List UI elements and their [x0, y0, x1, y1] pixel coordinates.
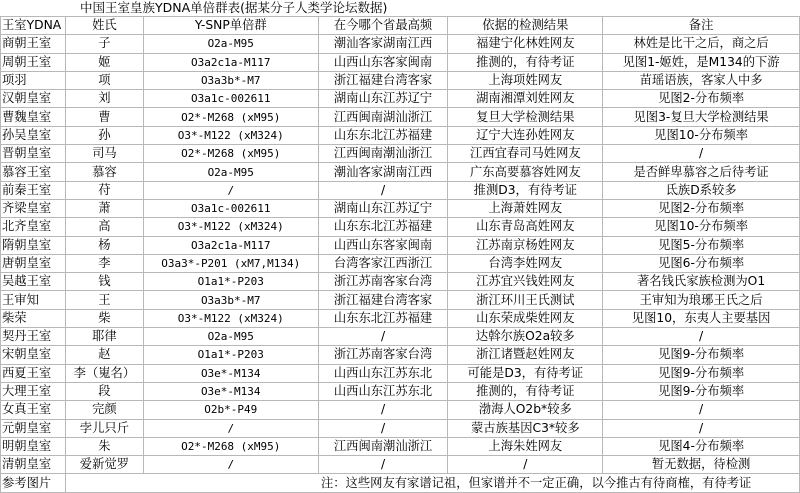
- remark-cell[interactable]: 见图10-分布频率: [603, 218, 800, 236]
- remark-cell[interactable]: 见图4-分布频率: [603, 437, 800, 455]
- table-row: [1, 236, 800, 254]
- remark-cell[interactable]: 见图9-分布频率: [603, 382, 800, 400]
- footnote-cell: 注：这些网友有家谱记祖，但家谱并不一定正确，以今推古有待商榷，有待考证: [65, 474, 799, 492]
- province-cell[interactable]: 浙江苏南客家台湾: [318, 346, 448, 364]
- evidence-cell[interactable]: 推测的，有待考证: [448, 382, 603, 400]
- province-cell[interactable]: /: [318, 181, 448, 199]
- ydna-table: [0, 16, 800, 493]
- province-cell[interactable]: 湖南山东江苏辽宁: [318, 90, 448, 108]
- evidence-cell[interactable]: 辽宁大连孙姓网友: [448, 126, 603, 144]
- remark-cell[interactable]: 是否鲜卑慕容之后待考证: [603, 163, 800, 181]
- surname-cell[interactable]: 曹: [65, 108, 143, 126]
- surname-cell[interactable]: 李: [65, 254, 143, 272]
- province-cell[interactable]: 江西闽南潮汕浙江: [318, 145, 448, 163]
- dynasty-cell[interactable]: 前秦王室: [1, 181, 66, 199]
- haplogroup-cell[interactable]: /: [143, 419, 318, 437]
- dynasty-cell[interactable]: 商朝王室: [1, 35, 66, 53]
- table-row: [1, 364, 800, 382]
- table-row: [1, 254, 800, 272]
- haplogroup-cell[interactable]: O1a1*-P203: [143, 346, 318, 364]
- remark-cell[interactable]: 见图9-分布频率: [603, 364, 800, 382]
- remark-cell[interactable]: 见图2-分布频率: [603, 90, 800, 108]
- remark-cell[interactable]: /: [603, 328, 800, 346]
- evidence-cell[interactable]: 湖南湘潭刘姓网友: [448, 90, 603, 108]
- surname-cell[interactable]: 刘: [65, 90, 143, 108]
- column-header[interactable]: Y-SNP单倍群: [143, 17, 318, 35]
- table-row: [1, 199, 800, 217]
- remark-cell[interactable]: 见图1-姬姓，是M134的下游: [603, 53, 800, 71]
- haplogroup-cell[interactable]: O2*-M268 (xM95): [143, 145, 318, 163]
- table-row: [1, 382, 800, 400]
- haplogroup-cell[interactable]: O2*-M268 (xM95): [143, 108, 318, 126]
- province-cell[interactable]: /: [318, 419, 448, 437]
- haplogroup-cell[interactable]: O3a3b*-M7: [143, 291, 318, 309]
- table-row: [1, 163, 800, 181]
- column-header[interactable]: 备注: [603, 17, 800, 35]
- surname-cell[interactable]: 姬: [65, 53, 143, 71]
- dynasty-cell[interactable]: 项羽: [1, 71, 66, 89]
- remark-cell[interactable]: 苗瑶语族，客家人中多: [603, 71, 800, 89]
- haplogroup-cell[interactable]: O2a-M95: [143, 35, 318, 53]
- evidence-cell[interactable]: 江苏宜兴钱姓网友: [448, 273, 603, 291]
- evidence-cell[interactable]: 广东高要慕容姓网友: [448, 163, 603, 181]
- remark-cell[interactable]: /: [603, 145, 800, 163]
- table-row: [1, 401, 800, 419]
- haplogroup-cell[interactable]: O3e*-M134: [143, 364, 318, 382]
- province-cell[interactable]: 潮汕客家湖南江西: [318, 35, 448, 53]
- evidence-cell[interactable]: 福建宁化林姓网友: [448, 35, 603, 53]
- haplogroup-cell[interactable]: O3a3b*-M7: [143, 71, 318, 89]
- header-row: [1, 17, 800, 35]
- table-row: [1, 181, 800, 199]
- province-cell[interactable]: 湖南山东江苏辽宁: [318, 199, 448, 217]
- dynasty-cell[interactable]: 吴越王室: [1, 273, 66, 291]
- surname-cell[interactable]: 苻: [65, 181, 143, 199]
- haplogroup-cell[interactable]: O3a2c1a-M117: [143, 236, 318, 254]
- remark-cell[interactable]: 见图5-分布频率: [603, 236, 800, 254]
- table-row: [1, 218, 800, 236]
- table-row: [1, 273, 800, 291]
- table-row: [1, 291, 800, 309]
- remark-cell[interactable]: 王审知为琅琊王氏之后: [603, 291, 800, 309]
- surname-cell[interactable]: 司马: [65, 145, 143, 163]
- haplogroup-cell[interactable]: O2a-M95: [143, 328, 318, 346]
- surname-cell[interactable]: 慕容: [65, 163, 143, 181]
- evidence-cell[interactable]: 山东青岛高姓网友: [448, 218, 603, 236]
- haplogroup-cell[interactable]: O3*-M122 (xM324): [143, 218, 318, 236]
- column-header[interactable]: 王室YDNA: [1, 17, 66, 35]
- evidence-cell[interactable]: 浙江环川王氏测试: [448, 291, 603, 309]
- table-row: [1, 456, 800, 474]
- table-row: [1, 108, 800, 126]
- haplogroup-cell[interactable]: O2b*-P49: [143, 401, 318, 419]
- dynasty-cell[interactable]: 曹魏皇室: [1, 108, 66, 126]
- dynasty-cell[interactable]: 齐梁皇室: [1, 199, 66, 217]
- province-cell[interactable]: 江西闽南潮汕浙江: [318, 437, 448, 455]
- province-cell[interactable]: 江西闽南湖汕浙江: [318, 108, 448, 126]
- evidence-cell[interactable]: 蒙古族基因C3*较多: [448, 419, 603, 437]
- remark-cell[interactable]: /: [603, 419, 800, 437]
- evidence-cell[interactable]: 渤海人O2b*较多: [448, 401, 603, 419]
- evidence-cell[interactable]: 达斡尔族O2a较多: [448, 328, 603, 346]
- remark-cell[interactable]: 著名钱氏家族检测为O1: [603, 273, 800, 291]
- province-cell[interactable]: 浙江福建台湾客家: [318, 71, 448, 89]
- surname-cell[interactable]: 耶律: [65, 328, 143, 346]
- dynasty-cell[interactable]: 元朝皇室: [1, 419, 66, 437]
- remark-cell[interactable]: 见图6-分布频率: [603, 254, 800, 272]
- column-header[interactable]: 依据的检测结果: [448, 17, 603, 35]
- reference-images-cell[interactable]: 参考图片: [1, 474, 66, 492]
- province-cell[interactable]: /: [318, 328, 448, 346]
- table-row: [1, 90, 800, 108]
- surname-cell[interactable]: 钱: [65, 273, 143, 291]
- surname-cell[interactable]: 柴: [65, 309, 143, 327]
- evidence-cell[interactable]: 推测的，有待考证: [448, 53, 603, 71]
- table-row: [1, 328, 800, 346]
- evidence-cell[interactable]: 山东荣成柴姓网友: [448, 309, 603, 327]
- dynasty-cell[interactable]: 柴荣: [1, 309, 66, 327]
- province-cell[interactable]: 山东东北江苏福建: [318, 126, 448, 144]
- table-row: [1, 419, 800, 437]
- haplogroup-cell[interactable]: O1a1*-P203: [143, 273, 318, 291]
- dynasty-cell[interactable]: 周朝王室: [1, 53, 66, 71]
- remark-cell[interactable]: 林姓是比干之后，商之后: [603, 35, 800, 53]
- haplogroup-cell[interactable]: O3a1c-002611: [143, 199, 318, 217]
- table-row: [1, 437, 800, 455]
- haplogroup-cell[interactable]: O3*-M122 (xM324): [143, 126, 318, 144]
- evidence-cell[interactable]: 上海项姓网友: [448, 71, 603, 89]
- dynasty-cell[interactable]: 王审知: [1, 291, 66, 309]
- remark-cell[interactable]: 见图2-分布频率: [603, 199, 800, 217]
- dynasty-cell[interactable]: 明朝皇室: [1, 437, 66, 455]
- haplogroup-cell[interactable]: /: [143, 181, 318, 199]
- table-row: [1, 53, 800, 71]
- evidence-cell[interactable]: 复旦大学检测结果: [448, 108, 603, 126]
- surname-cell[interactable]: 高: [65, 218, 143, 236]
- table-row: [1, 71, 800, 89]
- dynasty-cell[interactable]: 慕容王室: [1, 163, 66, 181]
- surname-cell[interactable]: 朱: [65, 437, 143, 455]
- surname-cell[interactable]: 子: [65, 35, 143, 53]
- haplogroup-cell[interactable]: O2*-M268 (xM95): [143, 437, 318, 455]
- dynasty-cell[interactable]: 大理王室: [1, 382, 66, 400]
- column-header[interactable]: 在今哪个省最高频: [318, 17, 448, 35]
- table-row: [1, 35, 800, 53]
- surname-cell[interactable]: 项: [65, 71, 143, 89]
- column-header[interactable]: 姓氏: [65, 17, 143, 35]
- dynasty-cell[interactable]: 清朝皇室: [1, 456, 66, 474]
- remark-cell[interactable]: 氐族D系较多: [603, 181, 800, 199]
- surname-cell[interactable]: 杨: [65, 236, 143, 254]
- dynasty-cell[interactable]: 北齐皇室: [1, 218, 66, 236]
- evidence-cell[interactable]: 江西宜春司马姓网友: [448, 145, 603, 163]
- dynasty-cell[interactable]: 契丹王室: [1, 328, 66, 346]
- evidence-cell[interactable]: 推测D3，有待考证: [448, 181, 603, 199]
- table-row: [1, 126, 800, 144]
- dynasty-cell[interactable]: 汉朝皇室: [1, 90, 66, 108]
- haplogroup-cell[interactable]: O3e*-M134: [143, 382, 318, 400]
- surname-cell[interactable]: 段: [65, 382, 143, 400]
- table-row: [1, 309, 800, 327]
- dynasty-cell[interactable]: 唐朝皇室: [1, 254, 66, 272]
- remark-cell[interactable]: 见图10-分布频率: [603, 126, 800, 144]
- evidence-cell[interactable]: 台湾李姓网友: [448, 254, 603, 272]
- dynasty-cell[interactable]: 孙吴皇室: [1, 126, 66, 144]
- remark-cell[interactable]: 见图3-复旦大学检测结果: [603, 108, 800, 126]
- table-row: [1, 145, 800, 163]
- surname-cell[interactable]: 赵: [65, 346, 143, 364]
- evidence-cell[interactable]: 江苏南京杨姓网友: [448, 236, 603, 254]
- haplogroup-cell[interactable]: O3a3*-P201 (xM7,M134): [143, 254, 318, 272]
- province-cell[interactable]: 浙江苏南客家台湾: [318, 273, 448, 291]
- evidence-cell[interactable]: /: [448, 456, 603, 474]
- remark-cell[interactable]: 见图9-分布频率: [603, 346, 800, 364]
- province-cell[interactable]: 山东东北江苏福建: [318, 309, 448, 327]
- remark-cell[interactable]: /: [603, 401, 800, 419]
- evidence-cell[interactable]: 浙江诸暨赵姓网友: [448, 346, 603, 364]
- evidence-cell[interactable]: 上海朱姓网友: [448, 437, 603, 455]
- evidence-cell[interactable]: 可能是D3，有待考证: [448, 364, 603, 382]
- haplogroup-cell[interactable]: O2a-M95: [143, 163, 318, 181]
- province-cell[interactable]: 山西山东江苏东北: [318, 364, 448, 382]
- province-cell[interactable]: 山西山东客家闽南: [318, 53, 448, 71]
- haplogroup-cell[interactable]: /: [143, 456, 318, 474]
- remark-cell[interactable]: 见图10，东夷人主要基因: [603, 309, 800, 327]
- province-cell[interactable]: /: [318, 401, 448, 419]
- province-cell[interactable]: 浙江福建台湾客家: [318, 291, 448, 309]
- province-cell[interactable]: 山西山东江苏东北: [318, 382, 448, 400]
- haplogroup-cell[interactable]: O3*-M122 (xM324): [143, 309, 318, 327]
- haplogroup-cell[interactable]: O3a2c1a-M117: [143, 53, 318, 71]
- footer-row: [1, 474, 800, 492]
- surname-cell[interactable]: 完颜: [65, 401, 143, 419]
- remark-cell[interactable]: 暂无数据，待检测: [603, 456, 800, 474]
- dynasty-cell[interactable]: 晋朝皇室: [1, 145, 66, 163]
- sheet-title: 中国王室皇族YDNA单倍群表(据某分子人类学论坛数据): [80, 0, 388, 15]
- surname-cell[interactable]: 孛儿只斤: [65, 419, 143, 437]
- province-cell[interactable]: 潮汕客家湖南江西: [318, 163, 448, 181]
- dynasty-cell[interactable]: 女真王室: [1, 401, 66, 419]
- province-cell[interactable]: 山西山东客家闽南: [318, 236, 448, 254]
- province-cell[interactable]: 山东东北江苏福建: [318, 218, 448, 236]
- evidence-cell[interactable]: 上海萧姓网友: [448, 199, 603, 217]
- dynasty-cell[interactable]: 宋朝皇室: [1, 346, 66, 364]
- dynasty-cell[interactable]: 西夏王室: [1, 364, 66, 382]
- surname-cell[interactable]: 萧: [65, 199, 143, 217]
- haplogroup-cell[interactable]: O3a1c-002611: [143, 90, 318, 108]
- dynasty-cell[interactable]: 隋朝皇室: [1, 236, 66, 254]
- table-row: [1, 346, 800, 364]
- surname-cell[interactable]: 孙: [65, 126, 143, 144]
- surname-cell[interactable]: 李（嵬名）: [65, 364, 143, 382]
- surname-cell[interactable]: 爱新觉罗: [65, 456, 143, 474]
- province-cell[interactable]: /: [318, 456, 448, 474]
- surname-cell[interactable]: 王: [65, 291, 143, 309]
- province-cell[interactable]: 台湾客家江西浙江: [318, 254, 448, 272]
